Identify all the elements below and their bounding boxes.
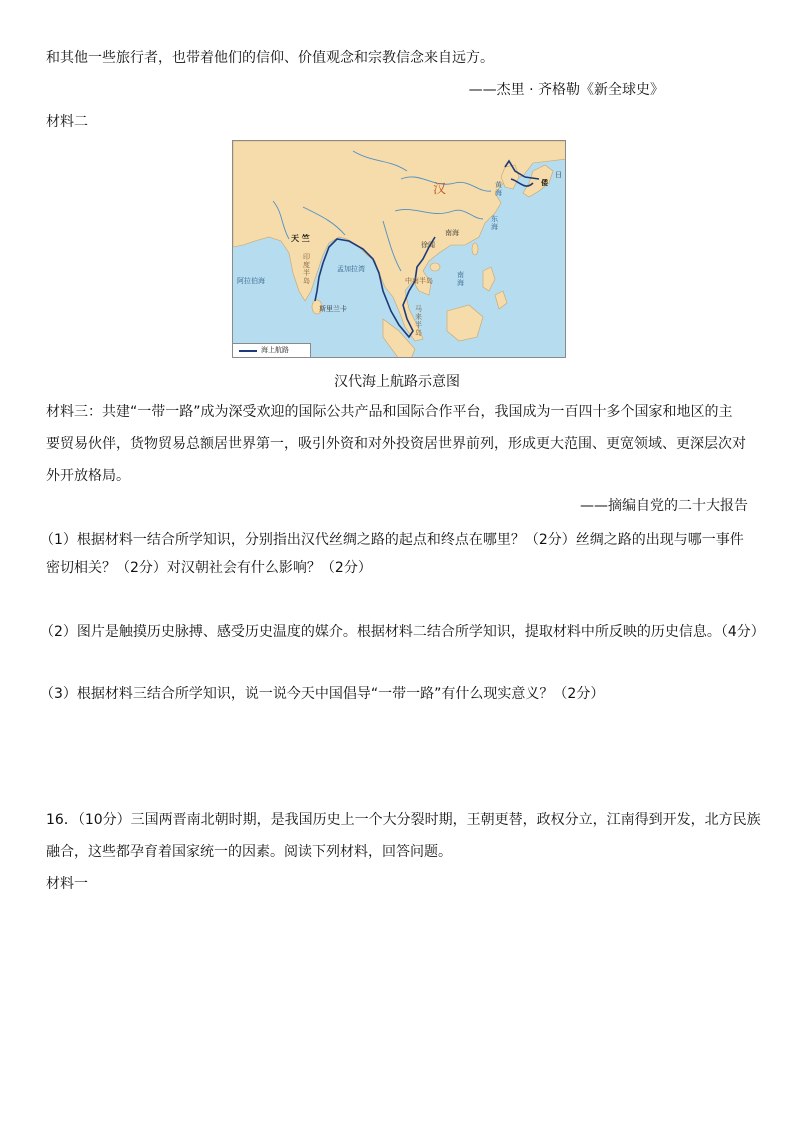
label-japan: 日 [555,171,562,179]
han-sea-route-map [232,140,566,358]
taiwan-island [472,243,478,255]
question-16-line2: 融合，这些都孕育着国家统一的因素。阅读下列材料，回答问题。 [46,844,452,860]
hainan-island [430,263,440,271]
label-xuwen: 徐闻 [421,241,435,249]
question-2: （2）图片是触摸历史脉搏、感受历史温度的媒介。根据材料二结合所学知识，提取材料中所反映的历史信息。（4分） [40,624,765,640]
label-yellow-sea: 黄海 [495,181,502,197]
label-indian-peninsula: 印度半岛 [303,253,310,285]
map-graphic [233,141,566,358]
material1-source: ——杰里 · 齐格勒《新全球史》 [468,82,664,98]
label-east-china-sea: 东海 [491,215,498,231]
map-legend [233,343,311,357]
material3-source: ——摘编自党的二十大报告 [580,498,748,514]
material1-tail-text: 和其他一些旅行者，也带着他们的信仰、价值观念和宗教信念来自远方。 [46,50,494,66]
material3-line1: 材料三：共建“一带一路”成为深受欢迎的国际公共产品和国际合作平台，我国成为一百四十多个国家和地区的主 [46,404,733,420]
label-wo: 倭 [541,179,548,187]
label-south-china-sea: 南海 [457,271,464,287]
question-1-line1: （1）根据材料一结合所学知识，分别指出汉代丝绸之路的起点和终点在哪里？（2分）丝绸之路的出现与哪一事件 [40,532,744,548]
material3-line3: 外开放格局。 [46,468,130,484]
question-1-line2: 密切相关？（2分）对汉朝社会有什么影响？（2分） [46,560,372,576]
label-han: 汉 [433,182,447,197]
label-sri-lanka: 斯里兰卡 [319,305,347,313]
map-caption: 汉代海上航路示意图 [334,374,460,390]
label-nanhai-port: 南海 [445,229,459,237]
label-indochina: 中南半岛 [405,277,433,285]
question-3: （3）根据材料三结合所学知识，说一说今天中国倡导“一带一路”有什么现实意义？（2分） [40,686,605,702]
label-malay-peninsula: 马来半岛 [415,305,422,337]
legend-label: 海上航路 [261,346,289,354]
legend-route-swatch [239,350,257,352]
label-tianzhu: 天 竺 [291,234,310,243]
question-16-line1: 16．（10分）三国两晋南北朝时期，是我国历史上一个大分裂时期，王朝更替，政权分立，江南得到开发，北方民族 [46,812,761,828]
material2-label: 材料二 [46,114,88,130]
label-bay-of-bengal: 孟加拉湾 [337,265,365,273]
label-arabian-sea: 阿拉伯海 [237,277,265,285]
material3-line2: 要贸易伙伴，货物贸易总额居世界第一，吸引外资和对外投资居世界前列，形成更大范围、更宽领域、更深层次对 [46,436,746,452]
question-16-material1-label: 材料一 [46,876,88,892]
